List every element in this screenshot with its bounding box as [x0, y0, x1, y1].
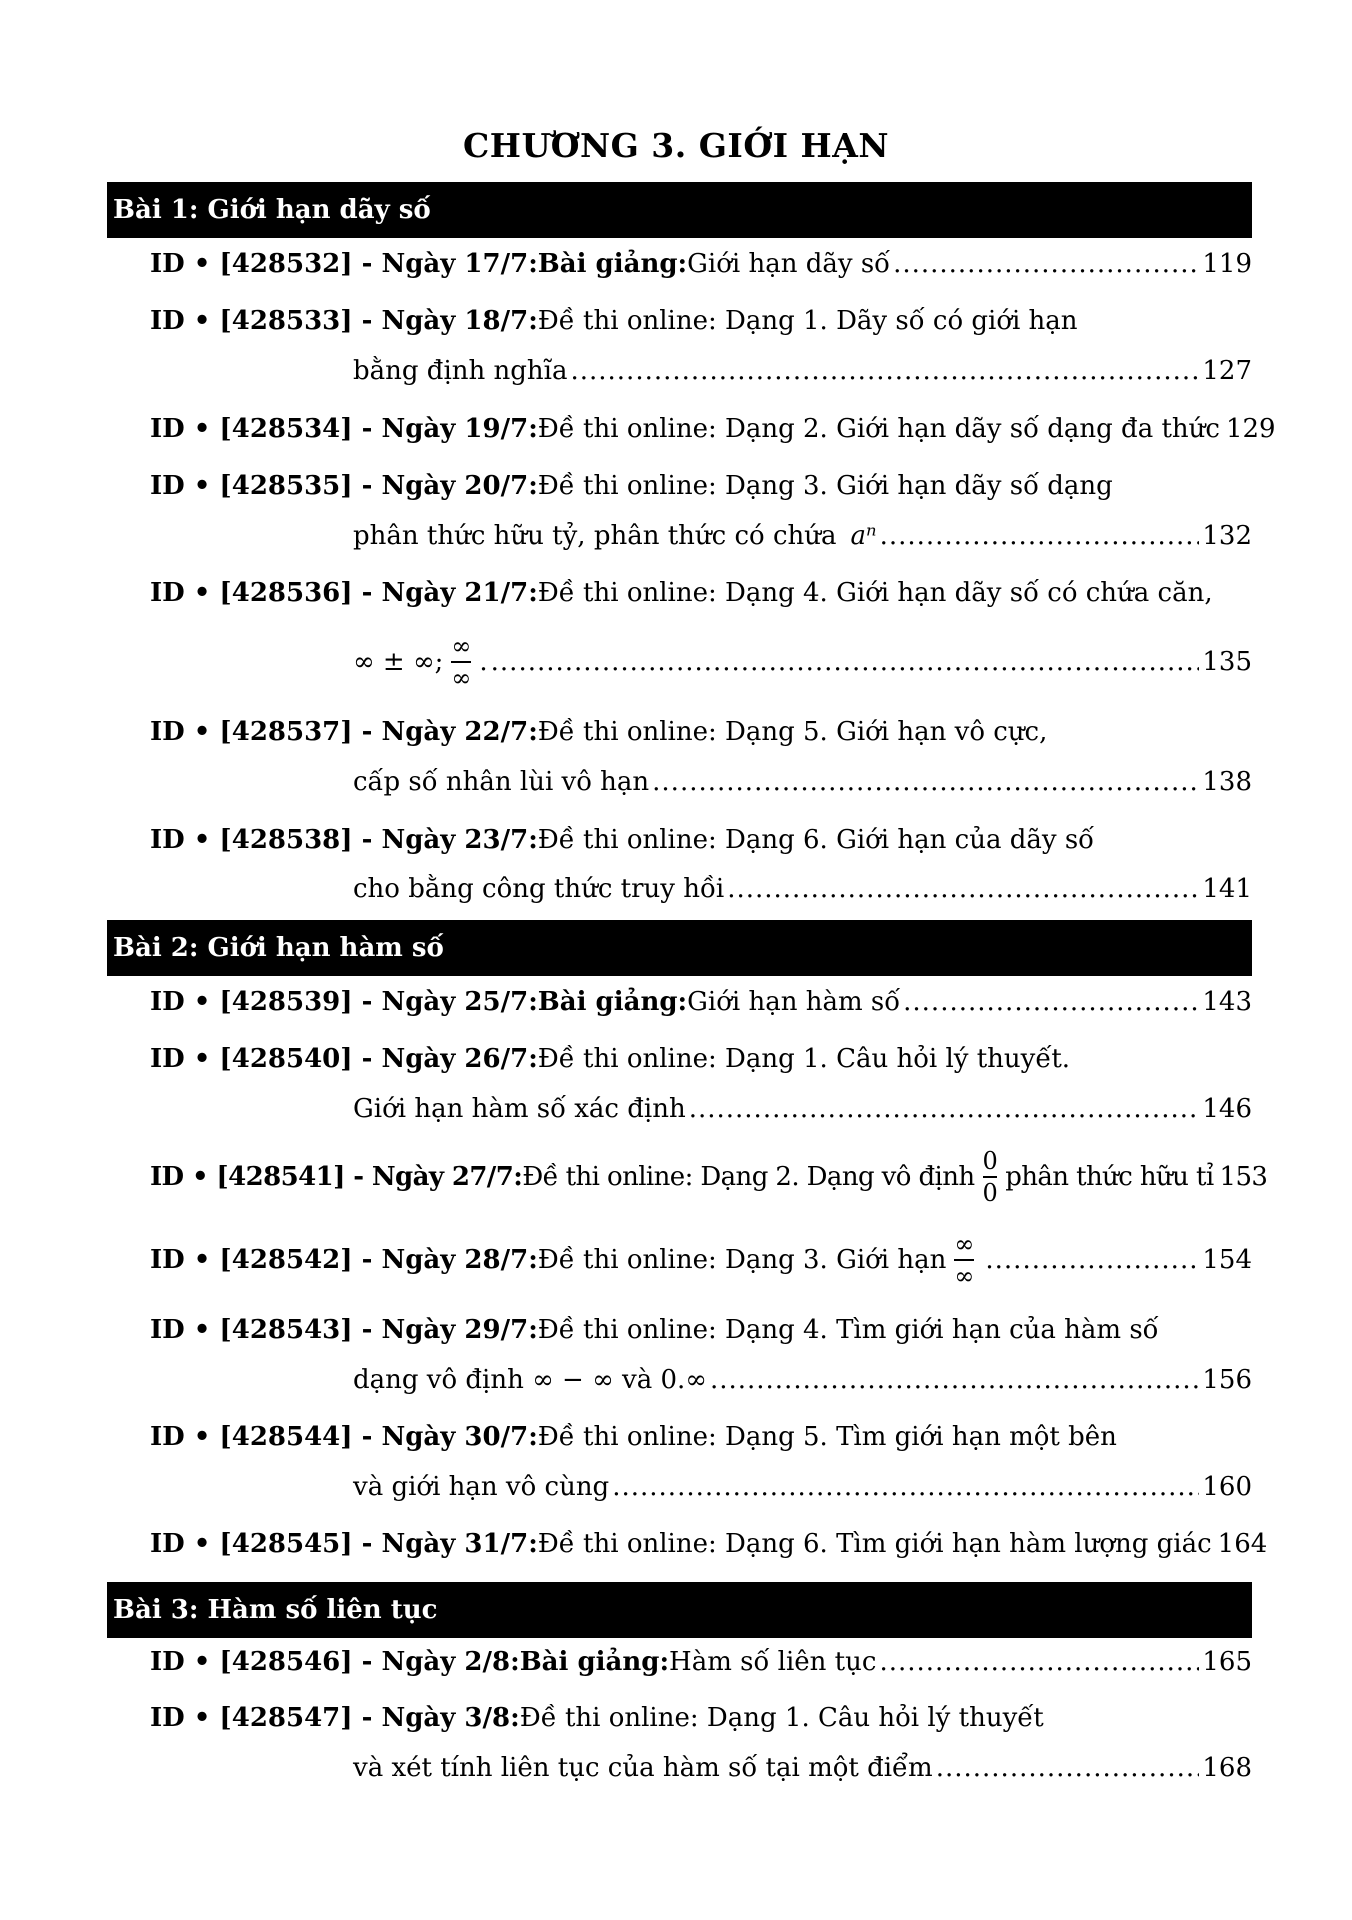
entry-title: Đề thi online: Dạng 1. Dãy số có giới hạn — [537, 306, 1078, 336]
entry-id: ID • [428541] - Ngày 27/7: — [150, 1162, 523, 1192]
entry-title: Đề thi online: Dạng 5. Tìm giới hạn một bên — [537, 1422, 1117, 1452]
entry-title-cont: phân thức hữu tỷ, phân thức có chứa — [353, 521, 837, 551]
leader-dots — [936, 1748, 1200, 1788]
entry-id: ID • [428545] - Ngày 31/7: — [150, 1529, 538, 1559]
fraction-zero-over-zero — [983, 1149, 998, 1205]
toc-entry[interactable] — [150, 301, 1252, 341]
toc-entry[interactable] — [150, 712, 1252, 752]
fraction-inf-over-inf — [954, 1232, 974, 1288]
entry-title-cont: dạng vô định ∞ − ∞ và 0.∞ — [353, 1365, 707, 1395]
math-a-power-n: aⁿ — [850, 521, 877, 551]
toc-entry[interactable] — [150, 409, 1276, 449]
leader-dots — [985, 1240, 1199, 1280]
leader-dots — [880, 516, 1200, 556]
page-number: 164 — [1217, 1529, 1268, 1559]
toc-entry[interactable] — [150, 573, 1252, 613]
page-number: 165 — [1202, 1647, 1252, 1677]
entry-id: ID • [428546] - Ngày 2/8: — [150, 1647, 520, 1677]
toc-entry[interactable] — [150, 1039, 1252, 1079]
entry-title: Đề thi online: Dạng 6. Tìm giới hạn hàm lượng giác — [537, 1529, 1212, 1559]
entry-id: ID • [428543] - Ngày 29/7: — [150, 1315, 538, 1345]
entry-title-cont: và giới hạn vô cùng — [353, 1472, 610, 1502]
entry-title: Giới hạn hàm số — [687, 987, 901, 1017]
fraction-denominator: ∞ — [954, 1262, 975, 1290]
entry-title: Đề thi online: Dạng 4. Giới hạn dãy số có chứa căn, — [537, 578, 1213, 608]
section-heading: Bài 3: Hàm số liên tục — [107, 1582, 1252, 1638]
leader-dots — [727, 869, 1199, 909]
leader-dots — [491, 642, 1200, 682]
page-number: 119 — [1202, 249, 1252, 279]
toc-entry[interactable] — [150, 1698, 1252, 1738]
leader-dots — [652, 762, 1199, 802]
entry-title: Đề thi online: Dạng 1. Câu hỏi lý thuyết. — [537, 1044, 1071, 1074]
entry-id: ID • [428533] - Ngày 18/7: — [150, 306, 538, 336]
toc-entry-continuation[interactable]: ∞ ± ∞; $\frac{\infty}{\infty}$ . ..... 135 — [353, 642, 1252, 682]
entry-title: Đề thi online: Dạng 3. Giới hạn dãy số dạng — [537, 471, 1113, 501]
entry-title: Đề thi online: Dạng 6. Giới hạn của dãy số — [537, 825, 1095, 855]
page-number: 143 — [1202, 987, 1252, 1017]
entry-kind: Bài giảng: — [537, 987, 688, 1017]
chapter-title: CHƯƠNG 3. GIỚI HẠN — [463, 126, 889, 165]
leader-dots — [689, 1089, 1200, 1129]
section-heading: Bài 2: Giới hạn hàm số — [107, 920, 1252, 976]
toc-entry[interactable] — [150, 1310, 1252, 1350]
page-number: 127 — [1202, 356, 1252, 386]
toc-entry-continuation[interactable] — [353, 516, 1252, 556]
page-number: 138 — [1202, 767, 1252, 797]
entry-kind: Bài giảng: — [537, 249, 688, 279]
entry-id: ID • [428542] - Ngày 28/7: — [150, 1245, 538, 1275]
entry-title: Đề thi online: Dạng 2. Dạng vô định — [522, 1162, 975, 1192]
toc-entry-continuation[interactable] — [353, 351, 1252, 391]
entry-title-cont: cấp số nhân lùi vô hạn — [353, 767, 650, 797]
fraction-numerator: ∞ — [451, 632, 472, 660]
toc-entry[interactable] — [150, 466, 1252, 506]
page-number: 156 — [1202, 1365, 1252, 1395]
page-number: 132 — [1202, 521, 1252, 551]
entry-id: ID • [428540] - Ngày 26/7: — [150, 1044, 538, 1074]
page-number: 160 — [1202, 1472, 1252, 1502]
entry-id: ID • [428544] - Ngày 30/7: — [150, 1422, 538, 1452]
entry-title: Giới hạn dãy số — [687, 249, 891, 279]
toc-entry-continuation[interactable] — [353, 1748, 1252, 1788]
page-number: 129 — [1225, 414, 1276, 444]
entry-id: ID • [428537] - Ngày 22/7: — [150, 717, 538, 747]
toc-entry[interactable] — [150, 982, 1252, 1022]
entry-title-cont: bằng định nghĩa — [353, 356, 568, 386]
page-number: 146 — [1202, 1094, 1252, 1124]
entry-kind: Bài giảng: — [519, 1647, 670, 1677]
entry-id: ID • [428532] - Ngày 17/7: — [150, 249, 538, 279]
entry-id: ID • [428539] - Ngày 25/7: — [150, 987, 538, 1017]
entry-id: ID • [428535] - Ngày 20/7: — [150, 471, 538, 501]
entry-title: Đề thi online: Dạng 3. Giới hạn — [537, 1245, 947, 1275]
leader-dots — [903, 982, 1199, 1022]
toc-entry-continuation[interactable] — [353, 1467, 1252, 1507]
entry-title-cont: cho bằng công thức truy hồi — [353, 874, 725, 904]
leader-dots — [612, 1467, 1199, 1507]
entry-title-tail: phân thức hữu tỉ — [1005, 1162, 1214, 1192]
entry-id: ID • [428538] - Ngày 23/7: — [150, 825, 538, 855]
page-number: 141 — [1202, 874, 1252, 904]
entry-id: ID • [428547] - Ngày 3/8: — [150, 1703, 520, 1733]
toc-entry-continuation[interactable] — [353, 869, 1252, 909]
toc-entry[interactable] — [150, 244, 1252, 284]
page-number: 154 — [1202, 1245, 1252, 1275]
page-number: 153 — [1219, 1162, 1268, 1192]
fraction-denominator: 0 — [982, 1179, 998, 1207]
entry-title: Đề thi online: Dạng 2. Giới hạn dãy số dạng đa thức — [537, 414, 1220, 444]
toc-entry-continuation[interactable] — [353, 762, 1252, 802]
section-heading: Bài 1: Giới hạn dãy số — [107, 182, 1252, 238]
toc-entry[interactable] — [150, 1524, 1268, 1564]
toc-entry[interactable] — [150, 1417, 1252, 1457]
entry-title-cont: Giới hạn hàm số xác định — [353, 1094, 686, 1124]
fraction-denominator: ∞ — [451, 664, 472, 692]
entry-title-cont: và xét tính liên tục của hàm số tại một điểm — [353, 1753, 933, 1783]
page-number: 168 — [1202, 1753, 1252, 1783]
entry-title: Hàm số liên tục — [669, 1647, 877, 1677]
leader-dots — [879, 1642, 1199, 1682]
toc-entry[interactable] — [150, 1147, 1268, 1207]
leader-dots — [570, 351, 1199, 391]
page-number: 135 — [1202, 647, 1252, 677]
fraction-inf-over-inf — [451, 634, 471, 690]
entry-id: ID • [428536] - Ngày 21/7: — [150, 578, 538, 608]
math-inf-pm-inf: ∞ ± ∞; — [353, 647, 444, 677]
toc-entry-continuation[interactable] — [353, 1089, 1252, 1129]
toc-entry[interactable] — [150, 820, 1252, 860]
toc-entry[interactable] — [150, 1230, 1252, 1290]
toc-entry-continuation[interactable] — [353, 1360, 1252, 1400]
toc-entry[interactable] — [150, 1642, 1252, 1682]
fraction-numerator: 0 — [982, 1147, 998, 1175]
entry-id: ID • [428534] - Ngày 19/7: — [150, 414, 538, 444]
entry-title: Đề thi online: Dạng 4. Tìm giới hạn của hàm số — [537, 1315, 1159, 1345]
leader-dots — [893, 244, 1199, 284]
fraction-numerator: ∞ — [954, 1230, 975, 1258]
entry-title: Đề thi online: Dạng 5. Giới hạn vô cực, — [537, 717, 1048, 747]
leader-dots — [710, 1360, 1199, 1400]
entry-title: Đề thi online: Dạng 1. Câu hỏi lý thuyết — [519, 1703, 1044, 1733]
